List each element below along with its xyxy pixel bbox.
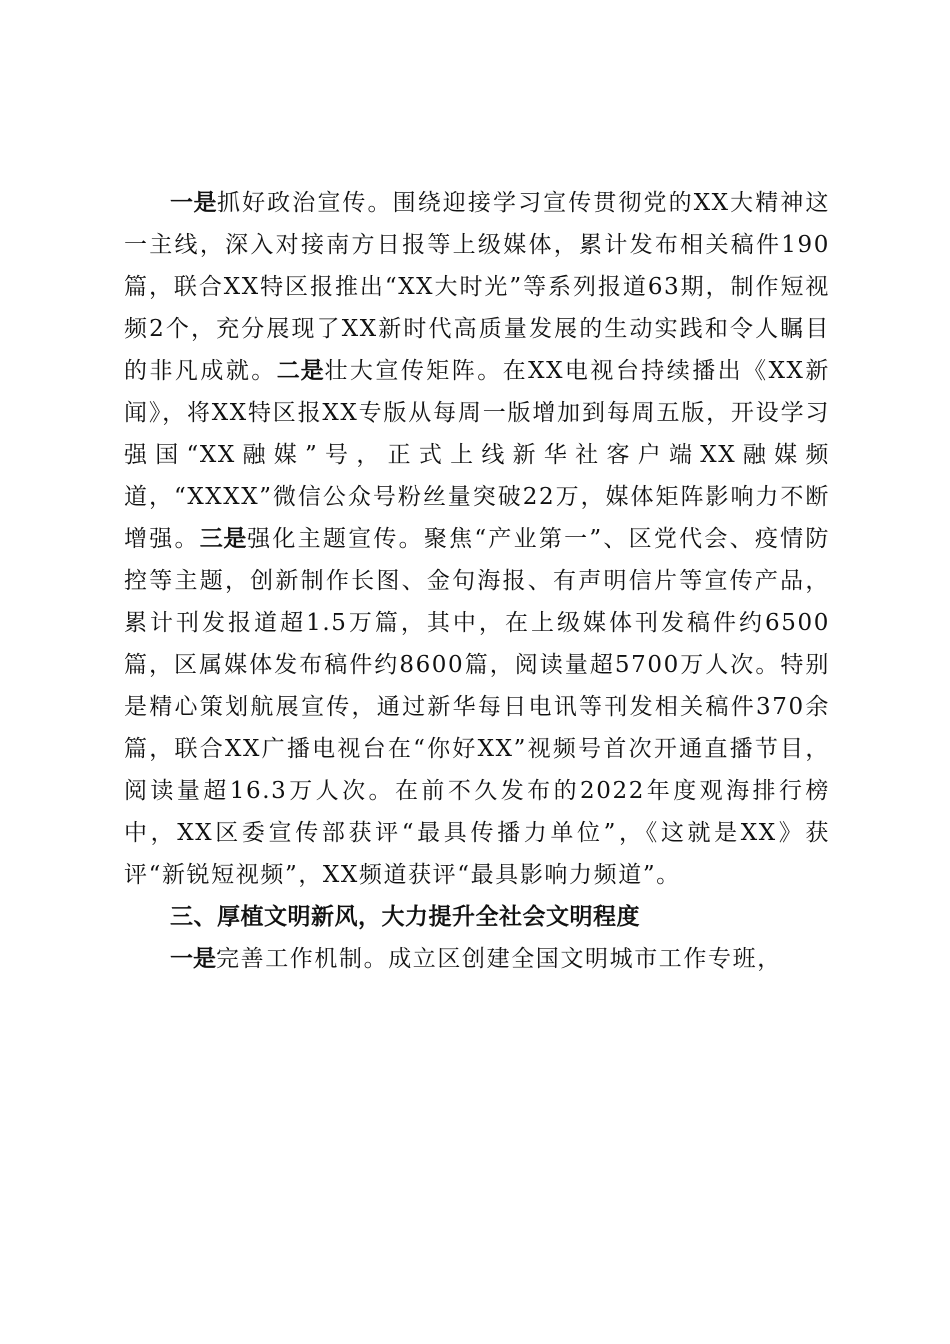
- lead-marker-third: 三是: [199, 526, 248, 552]
- document-body: [124, 182, 830, 980]
- lead-marker-second: 二是: [276, 358, 325, 384]
- paragraph-text: 抓好政治宣传。围绕迎接学习宣传贯彻党的XX大精神这一主线，深入对接南方日报等上级媒体，累计发布相关稿件190篇，联合XX特区报推出“XX大时光”等系列报道63期，制作短视频2个，充分展现了XX新时代高质量发展的生动实践和令人瞩目的非凡成就。: [124, 190, 831, 384]
- paragraph-text: 完善工作机制。成立区创建全国文明城市工作专班，: [216, 946, 782, 972]
- section-heading: 三、厚植文明新风，大力提升全社会文明程度: [170, 904, 640, 930]
- paragraph-civilization: [124, 938, 830, 980]
- lead-marker-first: 一是: [170, 946, 216, 972]
- paragraph-publicity: [124, 182, 830, 896]
- paragraph-text: 强化主题宣传。聚焦“产业第一”、区党代会、疫情防控等主题，创新制作长图、金句海报、有声明信片等宣传产品，累计刊发报道超1.5万篇，其中，在上级媒体刊发稿件约6500篇，区属媒体发布稿件约8600篇，阅读量超5700万人次。特别是精心策划航展宣传，通过新华每日电讯等刊发相关稿件370余篇，联合XX广播电视台在“你好XX”视频号首次开通直播节目，阅读量超16.3万人次。在前不久发布的2022年度观海排行榜中，XX区委宣传部获评“最具传播力单位”，《这就是XX》获评“新锐短视频”，XX频道获评“最具影响力频道”。: [124, 526, 830, 888]
- lead-marker-first: 一是: [170, 190, 217, 216]
- paragraph-text: 壮大宣传矩阵。在XX电视台持续播出《XX新闻》，将XX特区报XX专版从每周一版增加到每周五版，开设学习强国“XX融媒”号，正式上线新华社客户端XX融媒频道，“XXXX”微信公众号粉丝量突破22万，媒体矩阵影响力不断增强。: [124, 358, 830, 552]
